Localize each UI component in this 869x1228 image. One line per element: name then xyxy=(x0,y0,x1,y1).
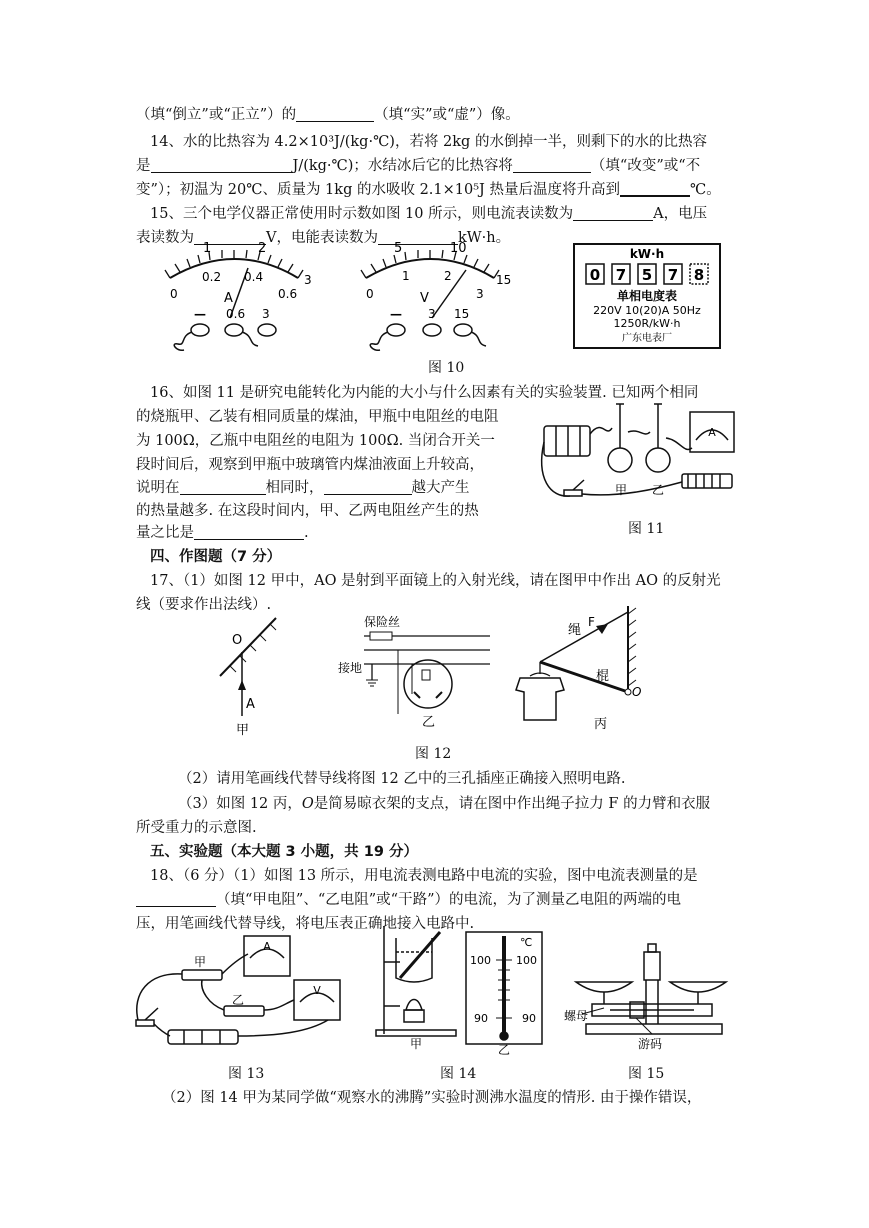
ammeter-terminal-2: 3 xyxy=(262,307,270,321)
voltmeter-terminal-2: 15 xyxy=(454,307,470,321)
figure-10 xyxy=(150,240,730,360)
figure-13-voltmeter: V xyxy=(313,984,321,997)
energy-meter-maker: 广东电表厂 xyxy=(622,333,672,344)
figure-14-jia: 甲 xyxy=(410,1037,423,1051)
force-f-label: F xyxy=(588,615,595,629)
answer-blank[interactable] xyxy=(324,480,412,496)
ammeter-scale-top-1: 1 xyxy=(203,241,212,256)
section-5-heading: 五、实验题（本大题 3 小题，共 19 分） xyxy=(150,844,418,860)
line-8: 的烧瓶甲、乙装有相同质量的煤油，甲瓶中电阻丝的电阻 xyxy=(136,409,499,425)
figure-14-yi: 乙 xyxy=(498,1043,511,1057)
figure-13-caption: 图 13 xyxy=(228,1066,265,1082)
voltmeter-scale-zero: 0 xyxy=(366,287,374,301)
line-9: 为 100Ω，乙瓶中电阻丝的电阻为 100Ω. 当闭合开关一 xyxy=(136,433,495,449)
text-italic-o: O xyxy=(301,796,314,812)
balance-nut-label: 螺母 xyxy=(564,1009,589,1023)
text: V，电能表读数为 xyxy=(266,230,378,246)
answer-blank[interactable] xyxy=(513,158,591,174)
text: （填“甲电阻”、“乙电阻”或“干路”）的电流，为了测量乙电阻的两端的电 xyxy=(216,892,681,908)
voltmeter-scale-top-1: 5 xyxy=(394,241,403,256)
figure-13 xyxy=(128,924,356,1056)
figure-12-jia-label: 甲 xyxy=(236,723,250,738)
rope-label: 绳 xyxy=(568,623,582,638)
text: （填“实”或“虚”）像。 xyxy=(374,107,520,123)
voltmeter-unit: V xyxy=(420,291,429,306)
line-1 xyxy=(136,103,520,124)
voltmeter-scale-mid-2: 2 xyxy=(444,269,452,283)
mirror-point-o: O xyxy=(232,633,243,648)
answer-blank[interactable] xyxy=(136,892,216,908)
figure-11-jia: 甲 xyxy=(614,483,628,497)
ammeter xyxy=(165,241,312,350)
text: ℃。 xyxy=(689,182,721,198)
line-15: 线（要求作出法线）. xyxy=(136,597,272,613)
ammeter-scale-end-top: 3 xyxy=(304,273,312,287)
energy-meter-spec: 220V 10(20)A 50Hz xyxy=(593,304,701,317)
text: 越大产生 xyxy=(411,480,470,496)
text: 相同时， xyxy=(265,480,324,496)
line-3 xyxy=(136,154,700,175)
text: （填“倒立”或“正立”）的 xyxy=(136,107,297,123)
figure-13-yi: 乙 xyxy=(232,993,245,1007)
pivot-o-label: O xyxy=(632,685,642,699)
energy-meter-constant: 1250R/kW·h xyxy=(613,317,681,330)
rod-label: 棍 xyxy=(596,669,610,684)
line-4 xyxy=(136,178,721,199)
text: J/(kg·℃)；水结冰后它的比热容将 xyxy=(292,158,513,174)
line-21: 压，用笔画线代替导线，将电压表正确地接入电路中. xyxy=(136,916,475,932)
digit-4: 7 xyxy=(667,266,679,284)
ammeter-scale-end-bottom: 0.6 xyxy=(278,287,298,301)
line-q16: 16、如图 11 是研究电能转化为内能的大小与什么因素有关的实验装置. 已知两个相同 xyxy=(150,385,699,401)
section-4-heading: 四、作图题（7 分） xyxy=(150,549,282,565)
line-17 xyxy=(178,792,710,813)
answer-blank[interactable] xyxy=(620,181,690,198)
figure-12-caption: 图 12 xyxy=(415,746,452,762)
voltmeter-terminal-neg: — xyxy=(390,307,402,321)
figure-15 xyxy=(564,940,740,1052)
figure-11-ammeter: A xyxy=(708,426,716,439)
line-11 xyxy=(136,476,470,497)
energy-meter-unit: kW·h xyxy=(629,247,665,261)
answer-blank[interactable] xyxy=(194,525,304,541)
answer-blank[interactable] xyxy=(296,107,374,123)
ammeter-scale-zero: 0 xyxy=(170,287,178,301)
answer-blank[interactable] xyxy=(573,206,653,222)
ground-label: 接地 xyxy=(338,661,363,675)
digit-2: 7 xyxy=(615,266,627,284)
text: . xyxy=(304,525,309,541)
figure-12-jia xyxy=(220,618,276,738)
text: （填“改变”或“不 xyxy=(590,158,701,174)
figure-14-caption: 图 14 xyxy=(440,1066,477,1082)
line-12: 的热量越多. 在这段时间内，甲、乙两电阻丝产生的热 xyxy=(136,503,479,519)
voltmeter-scale-top-2: 10 xyxy=(450,241,467,256)
line-10: 段时间后，观察到甲瓶中玻璃管内煤油液面上升较高， xyxy=(136,457,484,473)
line-q15 xyxy=(150,202,707,223)
figure-12-bing-label: 丙 xyxy=(594,717,608,732)
line-22: （2）图 14 甲为某同学做“观察水的沸腾”实验时测沸水温度的情形. 由于操作错误， xyxy=(162,1090,702,1106)
scale-100-right: 100 xyxy=(516,954,537,967)
line-13 xyxy=(136,521,309,542)
text: 表读数为 xyxy=(136,230,194,246)
text: 是 xyxy=(136,158,151,174)
voltmeter-scale-end-top: 15 xyxy=(496,273,512,287)
figure-14 xyxy=(370,922,550,1057)
line-q18: 18、（6 分）（1）如图 13 所示，用电流表测电路中电流的实验，图中电流表测量的是 xyxy=(150,868,698,884)
digit-5: 8 xyxy=(693,266,705,284)
ammeter-scale-top-2: 2 xyxy=(258,241,267,256)
figure-15-caption: 图 15 xyxy=(628,1066,665,1082)
ammeter-scale-mid-2: 0.4 xyxy=(244,270,264,284)
figure-13-ammeter: A xyxy=(263,940,271,953)
ammeter-terminal-neg: — xyxy=(194,307,206,321)
text: kW·h。 xyxy=(457,230,511,246)
line-q17: 17、（1）如图 12 甲中，AO 是射到平面镜上的入射光线，请在图甲中作出 AO 的反射光 xyxy=(150,573,721,589)
text: 说明在 xyxy=(136,480,180,496)
line-20 xyxy=(136,888,681,909)
digit-3: 5 xyxy=(641,266,653,284)
figure-11-caption: 图 11 xyxy=(628,521,665,537)
digit-1: 0 xyxy=(589,266,601,284)
ammeter-terminal-1: 0.6 xyxy=(226,307,246,321)
ammeter-unit: A xyxy=(224,291,233,306)
line-16: （2）请用笔画线代替导线将图 12 乙中的三孔插座正确接入照明电路. xyxy=(178,771,626,787)
energy-meter xyxy=(574,244,720,348)
scale-90-left: 90 xyxy=(474,1012,488,1025)
text: A，电压 xyxy=(653,206,708,222)
figure-10-caption: 图 10 xyxy=(428,360,465,376)
figure-12-yi-label: 乙 xyxy=(422,715,436,730)
voltmeter-scale-end-bottom: 3 xyxy=(476,287,484,301)
thermometer-unit: ℃ xyxy=(520,936,533,949)
figure-12-yi xyxy=(338,615,490,730)
text: 量之比是 xyxy=(136,525,194,541)
voltmeter xyxy=(361,241,511,350)
line-q14: 14、水的比热容为 4.2×10³J/(kg·℃)，若将 2kg 的水倒掉一半，则剩下的水的比热容 xyxy=(150,134,707,150)
scale-90-right: 90 xyxy=(522,1012,536,1025)
scale-100-left: 100 xyxy=(470,954,491,967)
ray-point-a: A xyxy=(246,697,255,712)
figure-11-yi: 乙 xyxy=(651,483,665,497)
energy-meter-name: 单相电度表 xyxy=(616,289,678,303)
text: 15、三个电学仪器正常使用时示数如图 10 所示，则电流表读数为 xyxy=(150,206,574,222)
figure-12 xyxy=(200,604,680,740)
answer-blank[interactable] xyxy=(180,480,266,496)
balance-rider-label: 游码 xyxy=(638,1037,663,1051)
voltmeter-scale-mid-1: 1 xyxy=(402,269,410,283)
figure-11 xyxy=(540,398,740,516)
voltmeter-terminal-1: 3 xyxy=(428,307,436,321)
figure-13-jia: 甲 xyxy=(194,955,207,969)
fuse-label: 保险丝 xyxy=(364,615,401,629)
text: 是简易晾衣架的支点，请在图中作出绳子拉力 F 的力臂和衣服 xyxy=(313,796,711,812)
text: 变”）；初温为 20℃、质量为 1kg 的水吸收 2.1×10⁵J 热量后温度将升高到 xyxy=(136,182,620,198)
line-18: 所受重力的示意图. xyxy=(136,820,257,836)
answer-blank[interactable] xyxy=(151,158,293,174)
ammeter-scale-mid-1: 0.2 xyxy=(202,270,222,284)
text: （3）如图 12 丙， xyxy=(178,796,302,812)
figure-12-bing xyxy=(516,606,641,732)
